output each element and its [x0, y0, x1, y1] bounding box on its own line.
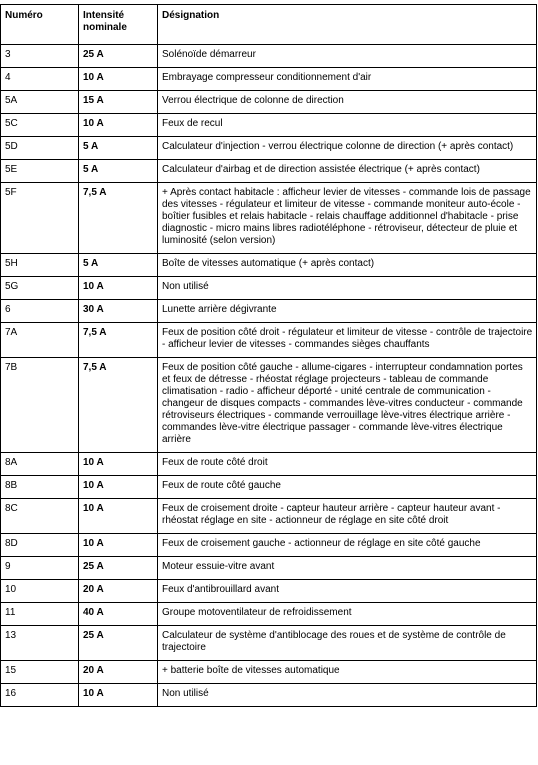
table-row — [1, 254, 537, 277]
table-row — [1, 499, 537, 534]
cell-intensite: 25 A — [79, 557, 158, 580]
table-row — [1, 580, 537, 603]
cell-numero: 8D — [1, 534, 79, 557]
header-designation: Désignation — [158, 5, 537, 45]
cell-designation: Boîte de vitesses automatique (+ après contact) — [158, 254, 537, 277]
table-body — [1, 45, 537, 707]
cell-numero: 10 — [1, 580, 79, 603]
table-row — [1, 534, 537, 557]
cell-intensite: 10 A — [79, 534, 158, 557]
cell-designation: Feux de position côté droit - régulateur et limiteur de vitesse - contrôle de trajectoire - afficheur levier de vitesses - commandes sièges chauffants — [158, 323, 537, 358]
cell-intensite: 20 A — [79, 661, 158, 684]
cell-intensite: 10 A — [79, 684, 158, 707]
cell-numero: 8B — [1, 476, 79, 499]
table-row — [1, 300, 537, 323]
cell-intensite: 7,5 A — [79, 183, 158, 254]
header-numero: Numéro — [1, 5, 79, 45]
cell-designation: Feux de route côté gauche — [158, 476, 537, 499]
cell-intensite: 10 A — [79, 68, 158, 91]
cell-intensite: 10 A — [79, 453, 158, 476]
table-row — [1, 91, 537, 114]
cell-designation: Verrou électrique de colonne de direction — [158, 91, 537, 114]
cell-numero: 4 — [1, 68, 79, 91]
cell-intensite: 7,5 A — [79, 323, 158, 358]
cell-numero: 6 — [1, 300, 79, 323]
cell-intensite: 15 A — [79, 91, 158, 114]
table-row — [1, 183, 537, 254]
table-row — [1, 277, 537, 300]
table-row — [1, 358, 537, 453]
table-row — [1, 626, 537, 661]
cell-numero: 5D — [1, 137, 79, 160]
cell-intensite: 7,5 A — [79, 358, 158, 453]
cell-intensite: 10 A — [79, 476, 158, 499]
header-intensite — [79, 5, 158, 45]
cell-numero: 11 — [1, 603, 79, 626]
table-row — [1, 453, 537, 476]
cell-designation: + batterie boîte de vitesses automatique — [158, 661, 537, 684]
cell-numero: 15 — [1, 661, 79, 684]
cell-numero: 8C — [1, 499, 79, 534]
table-row — [1, 160, 537, 183]
cell-intensite: 40 A — [79, 603, 158, 626]
cell-intensite: 10 A — [79, 277, 158, 300]
table-row — [1, 68, 537, 91]
cell-intensite: 25 A — [79, 45, 158, 68]
cell-designation: Feux de position côté gauche - allume-cigares - interrupteur condamnation portes et feux de détresse - rhéostat réglage projecteurs - tableau de commande climatisation - radio - afficheur déporté - unité centrale de communication - changeur de disques compacts - commandes lève-vitres conducteur - commande rétroviseurs électriques - commande verrouillage lève-vitres électrique arrière - commandes lève-vitre électrique passager - commande lève-vitres électrique arrière — [158, 358, 537, 453]
cell-numero: 5E — [1, 160, 79, 183]
cell-numero: 5F — [1, 183, 79, 254]
table-row — [1, 137, 537, 160]
header-row — [1, 5, 537, 45]
header-intensite-line2: nominale — [83, 22, 127, 33]
cell-designation: Feux d'antibrouillard avant — [158, 580, 537, 603]
cell-designation: Calculateur d'airbag et de direction assistée électrique (+ après contact) — [158, 160, 537, 183]
cell-numero: 7B — [1, 358, 79, 453]
table-row — [1, 45, 537, 68]
cell-designation: Feux de recul — [158, 114, 537, 137]
cell-numero: 7A — [1, 323, 79, 358]
table-row — [1, 323, 537, 358]
cell-designation: Calculateur d'injection - verrou électrique colonne de direction (+ après contact) — [158, 137, 537, 160]
header-intensite-line1: Intensité — [83, 10, 125, 21]
table-row — [1, 603, 537, 626]
fuse-table — [0, 4, 537, 707]
cell-intensite: 5 A — [79, 160, 158, 183]
cell-numero: 5H — [1, 254, 79, 277]
cell-numero: 5C — [1, 114, 79, 137]
cell-designation: Feux de croisement droite - capteur hauteur arrière - capteur hauteur avant - rhéostat réglage en site - actionneur de réglage en site côté droit — [158, 499, 537, 534]
cell-intensite: 30 A — [79, 300, 158, 323]
table-row — [1, 684, 537, 707]
table-row — [1, 114, 537, 137]
cell-numero: 13 — [1, 626, 79, 661]
cell-designation: Non utilisé — [158, 684, 537, 707]
cell-designation: Embrayage compresseur conditionnement d'air — [158, 68, 537, 91]
cell-intensite: 20 A — [79, 580, 158, 603]
cell-numero: 8A — [1, 453, 79, 476]
table-row — [1, 557, 537, 580]
cell-designation: Feux de route côté droit — [158, 453, 537, 476]
cell-intensite: 10 A — [79, 114, 158, 137]
cell-intensite: 5 A — [79, 254, 158, 277]
table-row — [1, 476, 537, 499]
cell-designation: Lunette arrière dégivrante — [158, 300, 537, 323]
cell-numero: 3 — [1, 45, 79, 68]
table-row — [1, 661, 537, 684]
cell-intensite: 10 A — [79, 499, 158, 534]
cell-designation: Solénoïde démarreur — [158, 45, 537, 68]
cell-intensite: 5 A — [79, 137, 158, 160]
cell-designation: Feux de croisement gauche - actionneur de réglage en site côté gauche — [158, 534, 537, 557]
cell-intensite: 25 A — [79, 626, 158, 661]
cell-numero: 5A — [1, 91, 79, 114]
cell-numero: 9 — [1, 557, 79, 580]
cell-numero: 16 — [1, 684, 79, 707]
cell-designation: Calculateur de système d'antiblocage des roues et de système de contrôle de trajectoire — [158, 626, 537, 661]
cell-designation: + Après contact habitacle : afficheur levier de vitesses - commande lois de passage des vitesses - régulateur et limiteur de vitesse - commande moniteur auto-école - boîtier fusibles et relais habitacle - relais chauffage additionnel d'habitacle - prise diagnostic - micro mains libres radiotéléphone - rétroviseur, détecteur de pluie et luminosité (selon version) — [158, 183, 537, 254]
cell-numero: 5G — [1, 277, 79, 300]
cell-designation: Groupe motoventilateur de refroidissement — [158, 603, 537, 626]
cell-designation: Moteur essuie-vitre avant — [158, 557, 537, 580]
cell-designation: Non utilisé — [158, 277, 537, 300]
